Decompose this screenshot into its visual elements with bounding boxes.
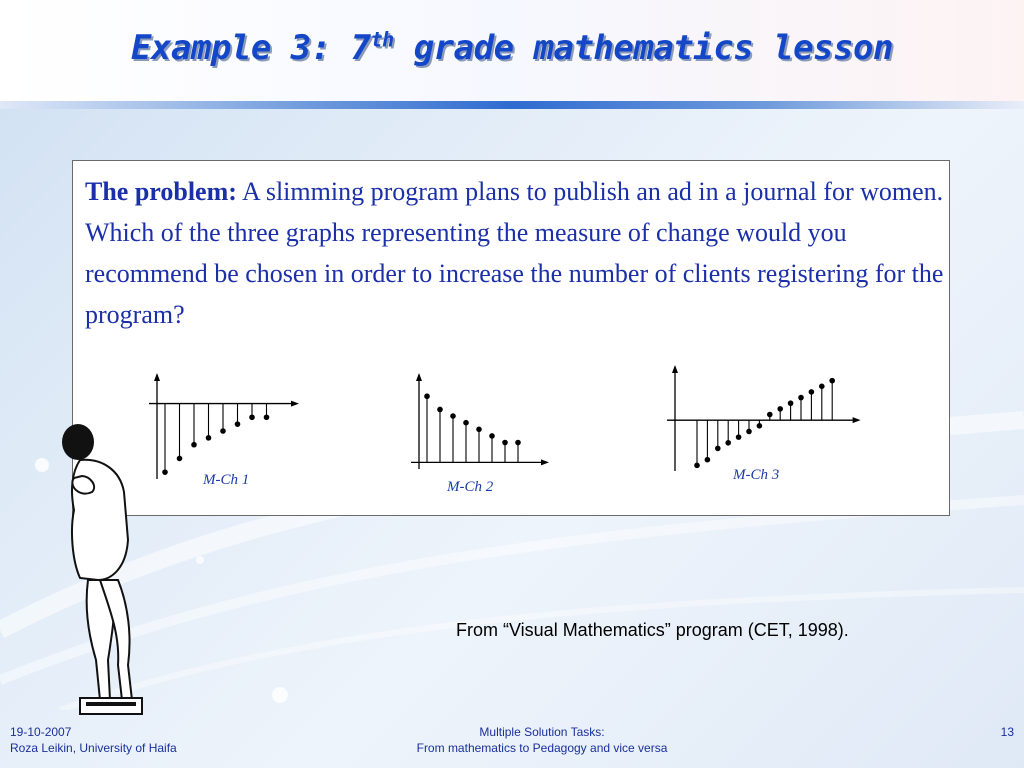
chart-3-point [746, 429, 752, 435]
footer-title-line1: Multiple Solution Tasks: [479, 725, 605, 739]
chart-3-point [725, 440, 731, 446]
chart-3-point [767, 412, 773, 418]
chart-2-point [450, 413, 456, 419]
chart-1-point [264, 414, 270, 420]
source-citation: From “Visual Mathematics” program (CET, 1998). [456, 620, 849, 640]
chart-1-point [191, 442, 197, 448]
page-number: 13 [1000, 725, 1014, 739]
chart-3-point [788, 400, 794, 406]
chart-2-point [437, 407, 443, 413]
chart-2-y-arrow [416, 373, 422, 381]
problem-lead: The problem: [85, 177, 237, 206]
chart-2-label: M-Ch 2 [447, 479, 494, 495]
chart-2-point [502, 440, 508, 446]
chart-3-point [798, 395, 804, 401]
chart-3-point [736, 434, 742, 440]
charts-area [73, 161, 951, 517]
chart-1-point [162, 469, 168, 475]
footer-title-line2: From mathematics to Pedagogy and vice versa [416, 741, 668, 755]
chart-3-point [809, 389, 815, 395]
chart-3-point [757, 423, 763, 429]
chart-1-point [220, 428, 226, 434]
chart-3-point [829, 378, 835, 384]
person-on-scale-icon [40, 420, 160, 720]
chart-1-point [235, 421, 241, 427]
chart-3-x-arrow [853, 417, 861, 423]
chart-3-point [777, 406, 783, 412]
chart-2-point [424, 393, 430, 399]
footer-center [332, 724, 752, 756]
chart-2-point [489, 433, 495, 439]
problem-body: A slimming program plans to publish an ad in a journal for women. Which of the three graphs representing the measure of change would you recommend be chosen in order to increase the number of clients registering for the program? [85, 177, 944, 329]
chart-3-y-arrow [672, 365, 678, 373]
chart-3-point [715, 446, 721, 452]
chart-1-label: M-Ch 1 [203, 472, 250, 488]
title-superscript: th [370, 27, 394, 52]
chart-3-point [705, 457, 711, 463]
footer-author: Roza Leikin, University of Haifa [10, 741, 177, 755]
chart-1-point [249, 414, 255, 420]
title-rest: grade mathematics lesson [393, 28, 893, 68]
chart-1-y-arrow [154, 373, 160, 381]
slide-title [0, 28, 1024, 68]
title-rule [0, 101, 1024, 109]
chart-1-x-arrow [291, 401, 299, 407]
chart-2-point [463, 420, 469, 426]
chart-3-point [819, 383, 825, 389]
footer-left [10, 724, 177, 756]
chart-1-point [206, 435, 212, 441]
chart-2-x-arrow [541, 459, 549, 465]
title-main: Example 3: 7 [131, 28, 371, 68]
chart-3-label: M-Ch 3 [733, 467, 780, 483]
footer-date: 19-10-2007 [10, 725, 72, 739]
chart-2-point [476, 427, 482, 433]
chart-2-point [515, 440, 521, 446]
problem-box [72, 160, 950, 516]
chart-3-point [694, 463, 700, 469]
chart-1-point [177, 456, 183, 462]
